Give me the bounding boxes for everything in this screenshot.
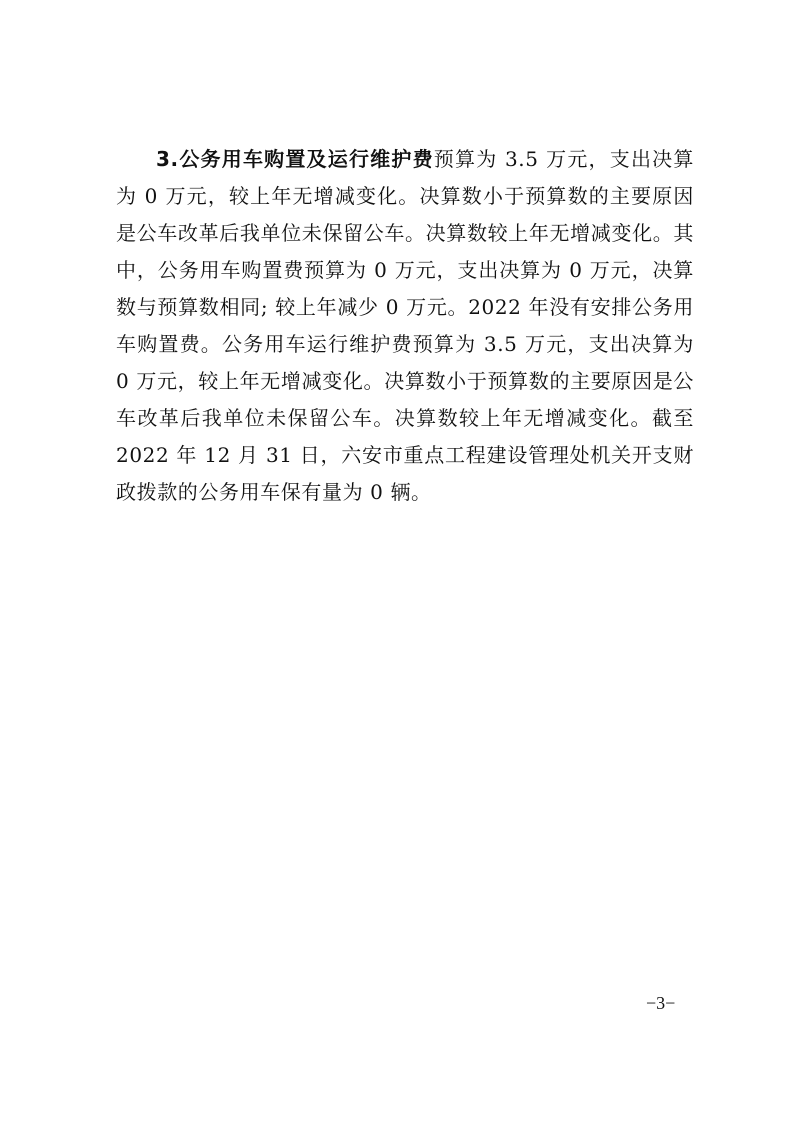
section-heading: 3.公务用车购置及运行维护费 [156, 147, 434, 171]
vehicle-expense-paragraph [116, 141, 694, 511]
paragraph-body: 预算为 3.5 万元，支出决算为 0 万元，较上年无增减变化。决算数小于预算数的主要原因是公车改革后我单位未保留公车。决算数较上年无增减变化。其中，公务用车购置费预算为 0 万元，支出决算为 0 万元，决算数与预算数相同; 较上年减少 0 万元。2022 年没有安排公务用车购置费。公务用车运行维护费预算为 3.5 万元，支出决算为 0 万元，较上年无增减变化。决算数小于预算数的主要原因是公车改革后我单位未保留公车。决算数较上年无增减变化。截至 2022 年 12 月 31 日，六安市重点工程建设管理处机关开支财政拨款的公务用车保有量为 0 辆。 [116, 147, 694, 504]
page-number: −3− [646, 993, 676, 1013]
